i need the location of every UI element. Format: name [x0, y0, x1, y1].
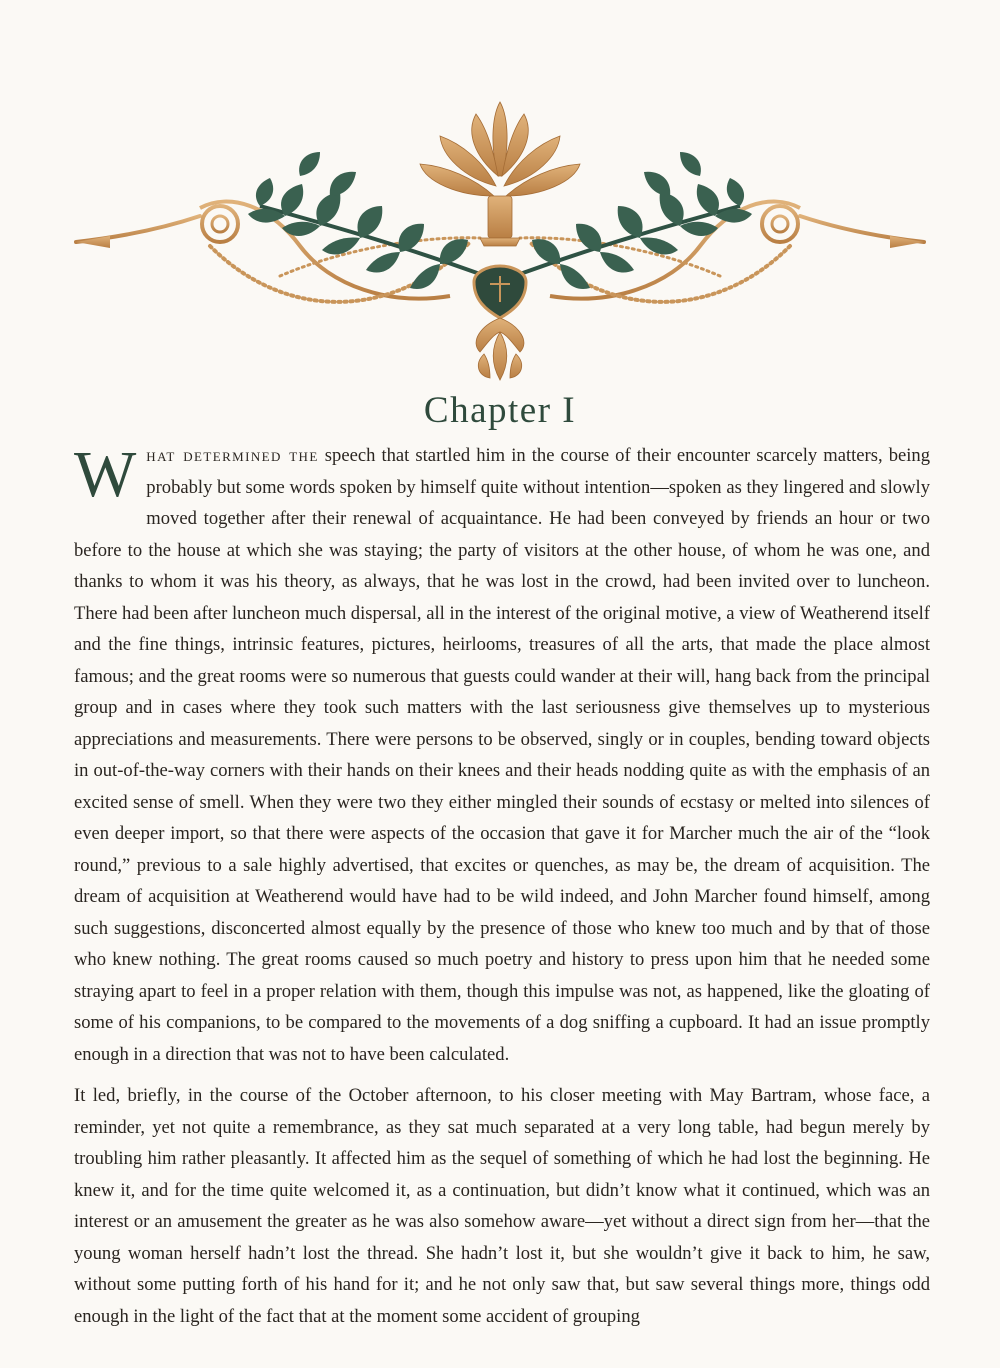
paragraph-text: speech that startled him in the course of their encounter scarcely matters, being probably but some words spoken by himself quite without intention—spoken as they lingered and slowly moved together after their renewal of acquaintance. He had been conveyed by friends an hour or two before to the house at which she was staying; the party of visitors at the other house, of whom he was one, and thanks to whom it was his theory, as always, that he was lost in the crowd, had been invited over to luncheon. There had been after luncheon much dispersal, all in the interest of the original motive, a view of Weatherend itself and the fine things, intrinsic features, pictures, heirlooms, treasures of all the arts, that made the place almost famous; and the great rooms were so numerous that guests could wander at their will, hang back from the principal group and in cases where they took such matters with the last seriousness give themselves up to mysterious appreciations and measurements. There were persons to be observed, singly or in couples, bending toward objects in out-of-the-way corners with their hands on their knees and their heads nodding quite as with the emphasis of an excited sense of smell. When they were two they either mingled their sounds of ecstasy or melted into silences of even deeper import, so that there were aspects of the occasion that gave it for Marcher much the air of the “look round,” previous to a sale highly advertised, that excites or quenches, as may be, the dream of acquisition. The dream of acquisition at Weatherend would have had to be wild indeed, and John Marcher found himself, among such suggestions, disconcerted almost equally by the presence of those who knew too much and by that of those who knew nothing. The great rooms caused so much poetry and history to press upon him that he needed some straying apart to feel in a proper relation with them, though this impulse was not, as happened, like the gloating of some of his companions, to be compared to the movements of a dog sniffing a cupboard. It had an issue promptly enough in a direction that was not to have been calculated. — [74, 445, 931, 1065]
drop-cap: W — [74, 438, 137, 511]
paragraph-text: It led, briefly, in the course of the October afternoon, to his closer meeting with May Bartram, whose face, a reminder, yet not quite a remembrance, as they sat much separated at a very long table, had begun merely by troubling him rather pleasantly. It affected him as the sequel of something of which he had lost the beginning. He knew it, and for the time quite welcomed it, as a continuation, but didn’t know what it continued, which was an interest or an amusement the greater as he was also somehow aware—yet without a direct sign from her—that the young woman herself hadn’t lost the thread. She hadn’t lost it, but she wouldn’t give it back to him, he saw, without some putting forth of his hand for it; and he not only saw that, but saw several things more, things odd enough in the light of the fact that at the moment some accident of grouping — [74, 1085, 930, 1327]
paragraph — [74, 440, 930, 1070]
paragraph — [74, 1080, 930, 1332]
chapter-title: Chapter I — [423, 390, 577, 431]
chapter-body — [74, 440, 930, 1342]
small-caps-lead: hat determined the — [146, 445, 319, 466]
decorative-ornament-icon — [70, 96, 930, 388]
